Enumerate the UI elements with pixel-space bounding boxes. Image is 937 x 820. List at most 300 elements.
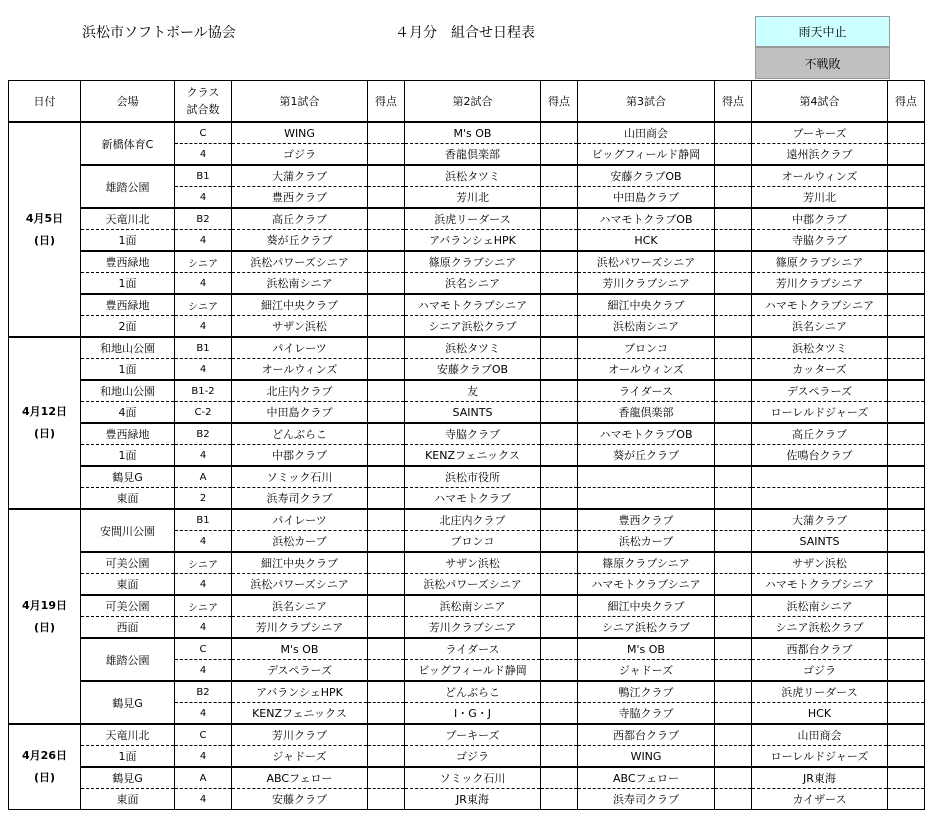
score-cell (888, 789, 925, 810)
venue-cell: 4面 (81, 402, 175, 424)
score-cell (368, 187, 405, 209)
score-cell (541, 230, 578, 252)
score-cell (541, 552, 578, 574)
table-row (9, 724, 925, 746)
team-cell: 浜名シニア (405, 273, 541, 295)
score-cell (541, 294, 578, 316)
team-cell: JR東海 (405, 789, 541, 810)
score-cell (888, 488, 925, 510)
venue-cell: 安間川公園 (81, 509, 175, 552)
team-cell: 寺脇クラブ (405, 423, 541, 445)
team-cell: ハマモトクラブシニア (578, 574, 715, 596)
score-cell (368, 509, 405, 531)
team-cell: 豊西クラブ (578, 509, 715, 531)
team-cell: 芳川クラブシニア (232, 617, 368, 639)
class-cell: 4 (175, 660, 232, 682)
header-game2: 第2試合 (405, 81, 541, 123)
venue-cell: 鶴見G (81, 466, 175, 488)
table-row (9, 273, 925, 295)
venue-cell: 天竜川北 (81, 724, 175, 746)
venue-cell: 豊西緑地 (81, 251, 175, 273)
score-cell (368, 144, 405, 166)
class-cell: 4 (175, 617, 232, 639)
page-title: 浜松市ソフトボール協会 (82, 25, 236, 41)
table-row (9, 230, 925, 252)
score-cell (888, 359, 925, 381)
team-cell: 浜松タツミ (405, 165, 541, 187)
score-cell (715, 423, 752, 445)
date-cell (9, 337, 81, 509)
venue-cell: 可美公園 (81, 552, 175, 574)
score-cell (541, 122, 578, 144)
venue-cell: 鶴見G (81, 681, 175, 724)
team-cell: ビッグフィールド静岡 (405, 660, 541, 682)
class-cell: A (175, 466, 232, 488)
header-class-label: クラス (186, 86, 220, 99)
venue-cell: 可美公園 (81, 595, 175, 617)
class-cell: C (175, 724, 232, 746)
score-cell (888, 251, 925, 273)
table-row (9, 509, 925, 531)
score-cell (541, 617, 578, 639)
score-cell (541, 337, 578, 359)
team-cell: 大蒲クラブ (752, 509, 888, 531)
weekday-label: (日) (33, 427, 56, 440)
header-date: 日付 (9, 81, 81, 123)
venue-cell: 1面 (81, 230, 175, 252)
team-cell: 佐鳴台クラブ (752, 445, 888, 467)
class-cell: 4 (175, 789, 232, 810)
score-cell (368, 165, 405, 187)
score-cell (888, 552, 925, 574)
class-cell: 4 (175, 746, 232, 768)
class-cell: C (175, 638, 232, 660)
score-cell (541, 445, 578, 467)
team-cell: 安藤クラブ (232, 789, 368, 810)
team-cell: SAINTS (405, 402, 541, 424)
team-cell: 山田商会 (752, 724, 888, 746)
table-row (9, 638, 925, 660)
team-cell: ソミック石川 (405, 767, 541, 789)
score-cell (368, 466, 405, 488)
team-cell: JR東海 (752, 767, 888, 789)
team-cell: 篠原クラブシニア (578, 552, 715, 574)
header-game3: 第3試合 (578, 81, 715, 123)
team-cell: シニア浜松クラブ (752, 617, 888, 639)
score-cell (888, 122, 925, 144)
team-cell: 浜松カーブ (578, 531, 715, 553)
team-cell: ライダース (578, 380, 715, 402)
team-cell: 西都台クラブ (578, 724, 715, 746)
team-cell: ABCフェロー (578, 767, 715, 789)
team-cell (752, 466, 888, 488)
team-cell: オールウィンズ (752, 165, 888, 187)
date-label: 4月19日 (22, 598, 67, 612)
team-cell: ゴジラ (752, 660, 888, 682)
class-cell: 4 (175, 316, 232, 338)
team-cell: M's OB (578, 638, 715, 660)
score-cell (368, 746, 405, 768)
score-cell (888, 230, 925, 252)
score-cell (715, 617, 752, 639)
venue-cell: 1面 (81, 746, 175, 768)
class-cell: B2 (175, 423, 232, 445)
team-cell: ハマモトクラブシニア (752, 294, 888, 316)
venue-cell: 1面 (81, 445, 175, 467)
score-cell (715, 251, 752, 273)
team-cell: ハマモトクラブシニア (405, 294, 541, 316)
date-cell (9, 509, 81, 724)
team-cell: カッターズ (752, 359, 888, 381)
team-cell: 浜松市役所 (405, 466, 541, 488)
score-cell (715, 316, 752, 338)
score-cell (888, 337, 925, 359)
header-venue: 会場 (81, 81, 175, 123)
date-cell (9, 122, 81, 337)
team-cell: 中郡クラブ (752, 208, 888, 230)
team-cell: 北庄内クラブ (232, 380, 368, 402)
score-cell (715, 122, 752, 144)
score-cell (888, 660, 925, 682)
score-cell (715, 531, 752, 553)
score-cell (715, 273, 752, 295)
score-cell (541, 380, 578, 402)
score-cell (715, 294, 752, 316)
score-cell (715, 187, 752, 209)
team-cell: 細江中央クラブ (578, 294, 715, 316)
score-cell (368, 337, 405, 359)
team-cell: パイレーツ (232, 509, 368, 531)
table-row (9, 552, 925, 574)
date-label: 4月12日 (22, 405, 67, 418)
team-cell: 芳川クラブシニア (405, 617, 541, 639)
class-cell: 4 (175, 574, 232, 596)
team-cell: デスペラーズ (232, 660, 368, 682)
team-cell: HCK (752, 703, 888, 725)
team-cell: 細江中央クラブ (578, 595, 715, 617)
team-cell: 安藤クラブOB (405, 359, 541, 381)
score-cell (541, 638, 578, 660)
team-cell: 浜寿司クラブ (232, 488, 368, 510)
class-cell: シニア (175, 294, 232, 316)
team-cell: 浜松タツミ (752, 337, 888, 359)
header-class (175, 81, 232, 123)
score-cell (541, 488, 578, 510)
venue-cell: 雄踏公園 (81, 165, 175, 208)
header-row (9, 81, 925, 123)
weekday-label: (日) (33, 771, 56, 784)
score-cell (368, 122, 405, 144)
team-cell: ハマモトクラブシニア (752, 574, 888, 596)
table-row (9, 208, 925, 230)
venue-cell: 鶴見G (81, 767, 175, 789)
header-score3: 得点 (715, 81, 752, 123)
table-row (9, 380, 925, 402)
team-cell: ローレルドジャーズ (752, 402, 888, 424)
class-cell: B1 (175, 165, 232, 187)
class-cell: 4 (175, 531, 232, 553)
table-row (9, 574, 925, 596)
class-cell: 4 (175, 273, 232, 295)
team-cell: 芳川クラブシニア (752, 273, 888, 295)
score-cell (888, 638, 925, 660)
team-cell: 中郡クラブ (232, 445, 368, 467)
team-cell: 細江中央クラブ (232, 294, 368, 316)
class-cell: 4 (175, 144, 232, 166)
team-cell: 寺脇クラブ (578, 703, 715, 725)
team-cell: 遠州浜クラブ (752, 144, 888, 166)
date-label: 4月5日 (25, 211, 64, 225)
team-cell: 浜松パワーズシニア (232, 251, 368, 273)
score-cell (368, 208, 405, 230)
team-cell: ブーキーズ (405, 724, 541, 746)
score-cell (368, 445, 405, 467)
score-cell (368, 402, 405, 424)
score-cell (888, 681, 925, 703)
team-cell: 葵が丘クラブ (232, 230, 368, 252)
venue-cell: 東面 (81, 574, 175, 596)
score-cell (715, 488, 752, 510)
team-cell: シニア浜松クラブ (578, 617, 715, 639)
team-cell: パイレーツ (232, 337, 368, 359)
score-cell (368, 767, 405, 789)
team-cell: 篠原クラブシニア (405, 251, 541, 273)
team-cell: ビッグフィールド静岡 (578, 144, 715, 166)
header-score4: 得点 (888, 81, 925, 123)
team-cell: 北庄内クラブ (405, 509, 541, 531)
score-cell (541, 767, 578, 789)
team-cell: ハマモトクラブ (405, 488, 541, 510)
score-cell (888, 724, 925, 746)
team-cell: 浜松南シニア (405, 595, 541, 617)
venue-cell: 東面 (81, 488, 175, 510)
table-row (9, 445, 925, 467)
table-row (9, 423, 925, 445)
score-cell (888, 466, 925, 488)
score-cell (368, 574, 405, 596)
team-cell: SAINTS (752, 531, 888, 553)
team-cell: ライダース (405, 638, 541, 660)
legend-rain-cancelled: 雨天中止 (755, 16, 890, 47)
team-cell: 安藤クラブOB (578, 165, 715, 187)
score-cell (541, 359, 578, 381)
table-row (9, 337, 925, 359)
score-cell (715, 509, 752, 531)
team-cell: WING (232, 122, 368, 144)
team-cell: 芳川クラブシニア (578, 273, 715, 295)
team-cell: オールウィンズ (232, 359, 368, 381)
team-cell: 浜名シニア (232, 595, 368, 617)
table-row (9, 316, 925, 338)
team-cell: オールウィンズ (578, 359, 715, 381)
score-cell (888, 746, 925, 768)
venue-cell: 2面 (81, 316, 175, 338)
score-cell (715, 746, 752, 768)
team-cell: ハマモトクラブOB (578, 208, 715, 230)
score-cell (541, 165, 578, 187)
team-cell: 中田島クラブ (578, 187, 715, 209)
team-cell: 浜松南シニア (232, 273, 368, 295)
table-row (9, 488, 925, 510)
score-cell (368, 230, 405, 252)
class-cell: B2 (175, 208, 232, 230)
team-cell: HCK (578, 230, 715, 252)
score-cell (715, 337, 752, 359)
score-cell (368, 294, 405, 316)
score-cell (541, 208, 578, 230)
score-cell (368, 617, 405, 639)
score-cell (715, 230, 752, 252)
venue-cell: 西面 (81, 617, 175, 639)
team-cell: サザン浜松 (405, 552, 541, 574)
team-cell: M's OB (232, 638, 368, 660)
score-cell (888, 595, 925, 617)
score-cell (541, 187, 578, 209)
score-cell (368, 638, 405, 660)
class-cell: シニア (175, 552, 232, 574)
table-row (9, 617, 925, 639)
score-cell (888, 144, 925, 166)
team-cell: ゴジラ (232, 144, 368, 166)
team-cell: KENZフェニックス (405, 445, 541, 467)
class-cell: 4 (175, 445, 232, 467)
score-cell (541, 703, 578, 725)
score-cell (368, 251, 405, 273)
class-cell: C (175, 122, 232, 144)
class-cell: B1 (175, 509, 232, 531)
team-cell: I・G・J (405, 703, 541, 725)
score-cell (541, 660, 578, 682)
team-cell: どんぶらこ (405, 681, 541, 703)
team-cell: 浜虎リーダース (752, 681, 888, 703)
team-cell: M's OB (405, 122, 541, 144)
venue-cell: 1面 (81, 359, 175, 381)
team-cell: 細江中央クラブ (232, 552, 368, 574)
score-cell (888, 165, 925, 187)
team-cell: デスペラーズ (752, 380, 888, 402)
team-cell: 鴨江クラブ (578, 681, 715, 703)
score-cell (368, 789, 405, 810)
team-cell: ブロンコ (405, 531, 541, 553)
score-cell (715, 724, 752, 746)
score-cell (715, 767, 752, 789)
score-cell (715, 660, 752, 682)
team-cell: 寺脇クラブ (752, 230, 888, 252)
team-cell: ローレルドジャーズ (752, 746, 888, 768)
table-row (9, 251, 925, 273)
score-cell (368, 595, 405, 617)
page-subtitle: ４月分 組合せ日程表 (395, 25, 535, 41)
score-cell (715, 595, 752, 617)
score-cell (368, 724, 405, 746)
team-cell: ゴジラ (405, 746, 541, 768)
team-cell: ハマモトクラブOB (578, 423, 715, 445)
team-cell: 高丘クラブ (752, 423, 888, 445)
class-cell: 4 (175, 230, 232, 252)
score-cell (368, 423, 405, 445)
class-cell: シニア (175, 251, 232, 273)
schedule-table (8, 80, 925, 810)
score-cell (715, 380, 752, 402)
venue-cell: 雄踏公園 (81, 638, 175, 681)
score-cell (715, 208, 752, 230)
score-cell (368, 316, 405, 338)
table-row (9, 359, 925, 381)
score-cell (541, 144, 578, 166)
score-cell (888, 187, 925, 209)
score-cell (541, 789, 578, 810)
score-cell (541, 273, 578, 295)
score-cell (715, 574, 752, 596)
team-cell: 友 (405, 380, 541, 402)
team-cell: 篠原クラブシニア (752, 251, 888, 273)
venue-cell: 和地山公園 (81, 337, 175, 359)
score-cell (541, 574, 578, 596)
team-cell: 浜松タツミ (405, 337, 541, 359)
score-cell (368, 380, 405, 402)
team-cell (578, 488, 715, 510)
score-cell (888, 402, 925, 424)
team-cell: ABCフェロー (232, 767, 368, 789)
score-cell (715, 402, 752, 424)
class-cell: 4 (175, 703, 232, 725)
score-cell (888, 380, 925, 402)
table-row (9, 767, 925, 789)
venue-cell: 和地山公園 (81, 380, 175, 402)
team-cell: 浜松パワーズシニア (405, 574, 541, 596)
legend-forfeit: 不戦敗 (755, 47, 890, 79)
team-cell: 山田商会 (578, 122, 715, 144)
team-cell: 高丘クラブ (232, 208, 368, 230)
score-cell (368, 488, 405, 510)
header-count-label: 試合数 (186, 103, 220, 116)
header-score1: 得点 (368, 81, 405, 123)
score-cell (541, 423, 578, 445)
class-cell: A (175, 767, 232, 789)
table-row (9, 746, 925, 768)
score-cell (715, 144, 752, 166)
score-cell (888, 617, 925, 639)
team-cell: サザン浜松 (752, 552, 888, 574)
score-cell (541, 746, 578, 768)
score-cell (715, 359, 752, 381)
score-cell (888, 445, 925, 467)
header-game1: 第1試合 (232, 81, 368, 123)
weekday-label: (日) (33, 620, 56, 634)
score-cell (541, 251, 578, 273)
score-cell (715, 165, 752, 187)
score-cell (368, 660, 405, 682)
venue-cell: 豊西緑地 (81, 423, 175, 445)
team-cell: 浜名シニア (752, 316, 888, 338)
date-label: 4月26日 (22, 749, 67, 762)
score-cell (888, 509, 925, 531)
team-cell: 芳川北 (405, 187, 541, 209)
class-cell: B2 (175, 681, 232, 703)
venue-cell: 豊西緑地 (81, 294, 175, 316)
score-cell (368, 273, 405, 295)
team-cell (578, 466, 715, 488)
score-cell (541, 402, 578, 424)
score-cell (541, 466, 578, 488)
team-cell: どんぶらこ (232, 423, 368, 445)
header-score2: 得点 (541, 81, 578, 123)
team-cell: WING (578, 746, 715, 768)
score-cell (715, 703, 752, 725)
venue-cell: 天竜川北 (81, 208, 175, 230)
table-row (9, 402, 925, 424)
team-cell: 浜松パワーズシニア (578, 251, 715, 273)
